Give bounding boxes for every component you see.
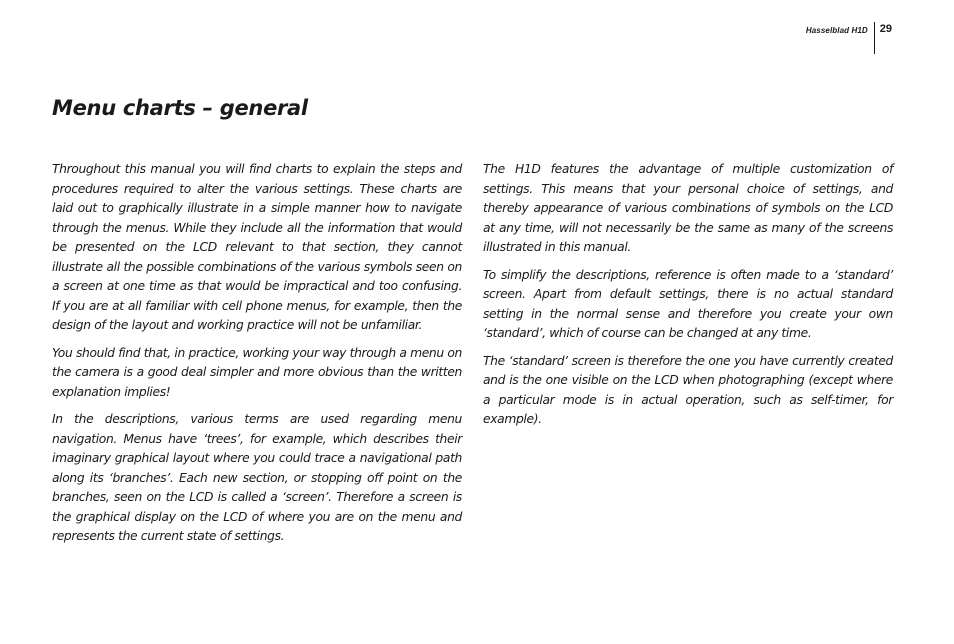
right-paragraph-3: The ‘standard’ screen is therefore the one you have currently created and is the one visible on the LCD when photographing (except where a particular mode is in actual operation, such as self-timer, for example). bbox=[483, 353, 893, 426]
page-title: Menu charts – general bbox=[52, 96, 308, 120]
right-column bbox=[483, 160, 893, 438]
page-header bbox=[806, 22, 892, 54]
left-paragraph-2: You should find that, in practice, working your way through a menu on the camera is a good deal simpler and more obvious than the written explanation implies! bbox=[52, 345, 462, 399]
header-brand: Hasselblad H1D bbox=[805, 26, 868, 35]
right-paragraph-1: The H1D features the advantage of multiple customization of settings. This means that your personal choice of settings, and thereby appearance of various combinations of symbols on the LCD at any time, will not necessarily be the same as many of the screens illustrated in this manual. bbox=[483, 162, 893, 254]
right-paragraph-2: To simplify the descriptions, reference is often made to a ‘standard’ screen. Apart from default settings, there is no actual standard setting in the normal sense and therefore you create your own ‘standard’, which of course can be changed at any time. bbox=[483, 267, 893, 340]
left-paragraph-3: In the descriptions, various terms are used regarding menu navigation. Menus have ‘trees’, for example, which describes their imaginary graphical layout where you could trace a navigational path along its ‘branches’. Each new section, or stopping off point on the branches, seen on the LCD is called a ‘screen’. Therefore a screen is the graphical display on the LCD of where you are on the menu and represents the current state of settings. bbox=[52, 412, 462, 543]
left-column bbox=[52, 160, 462, 555]
page-number: 29 bbox=[879, 23, 892, 35]
left-paragraph-1: Throughout this manual you will find charts to explain the steps and procedures required to alter the various settings. These charts are laid out to graphically illustrate in a simple manner how to navigate through the menus. While they include all the information that would be presented on the LCD relevant to that section, they cannot illustrate all the possible combinations of the various symbols seen on a screen at one time as that would be impractical and too confusing. If you are at all familiar with cell phone menus, for example, then the design of the layout and working practice will not be unfamiliar. bbox=[52, 162, 462, 332]
